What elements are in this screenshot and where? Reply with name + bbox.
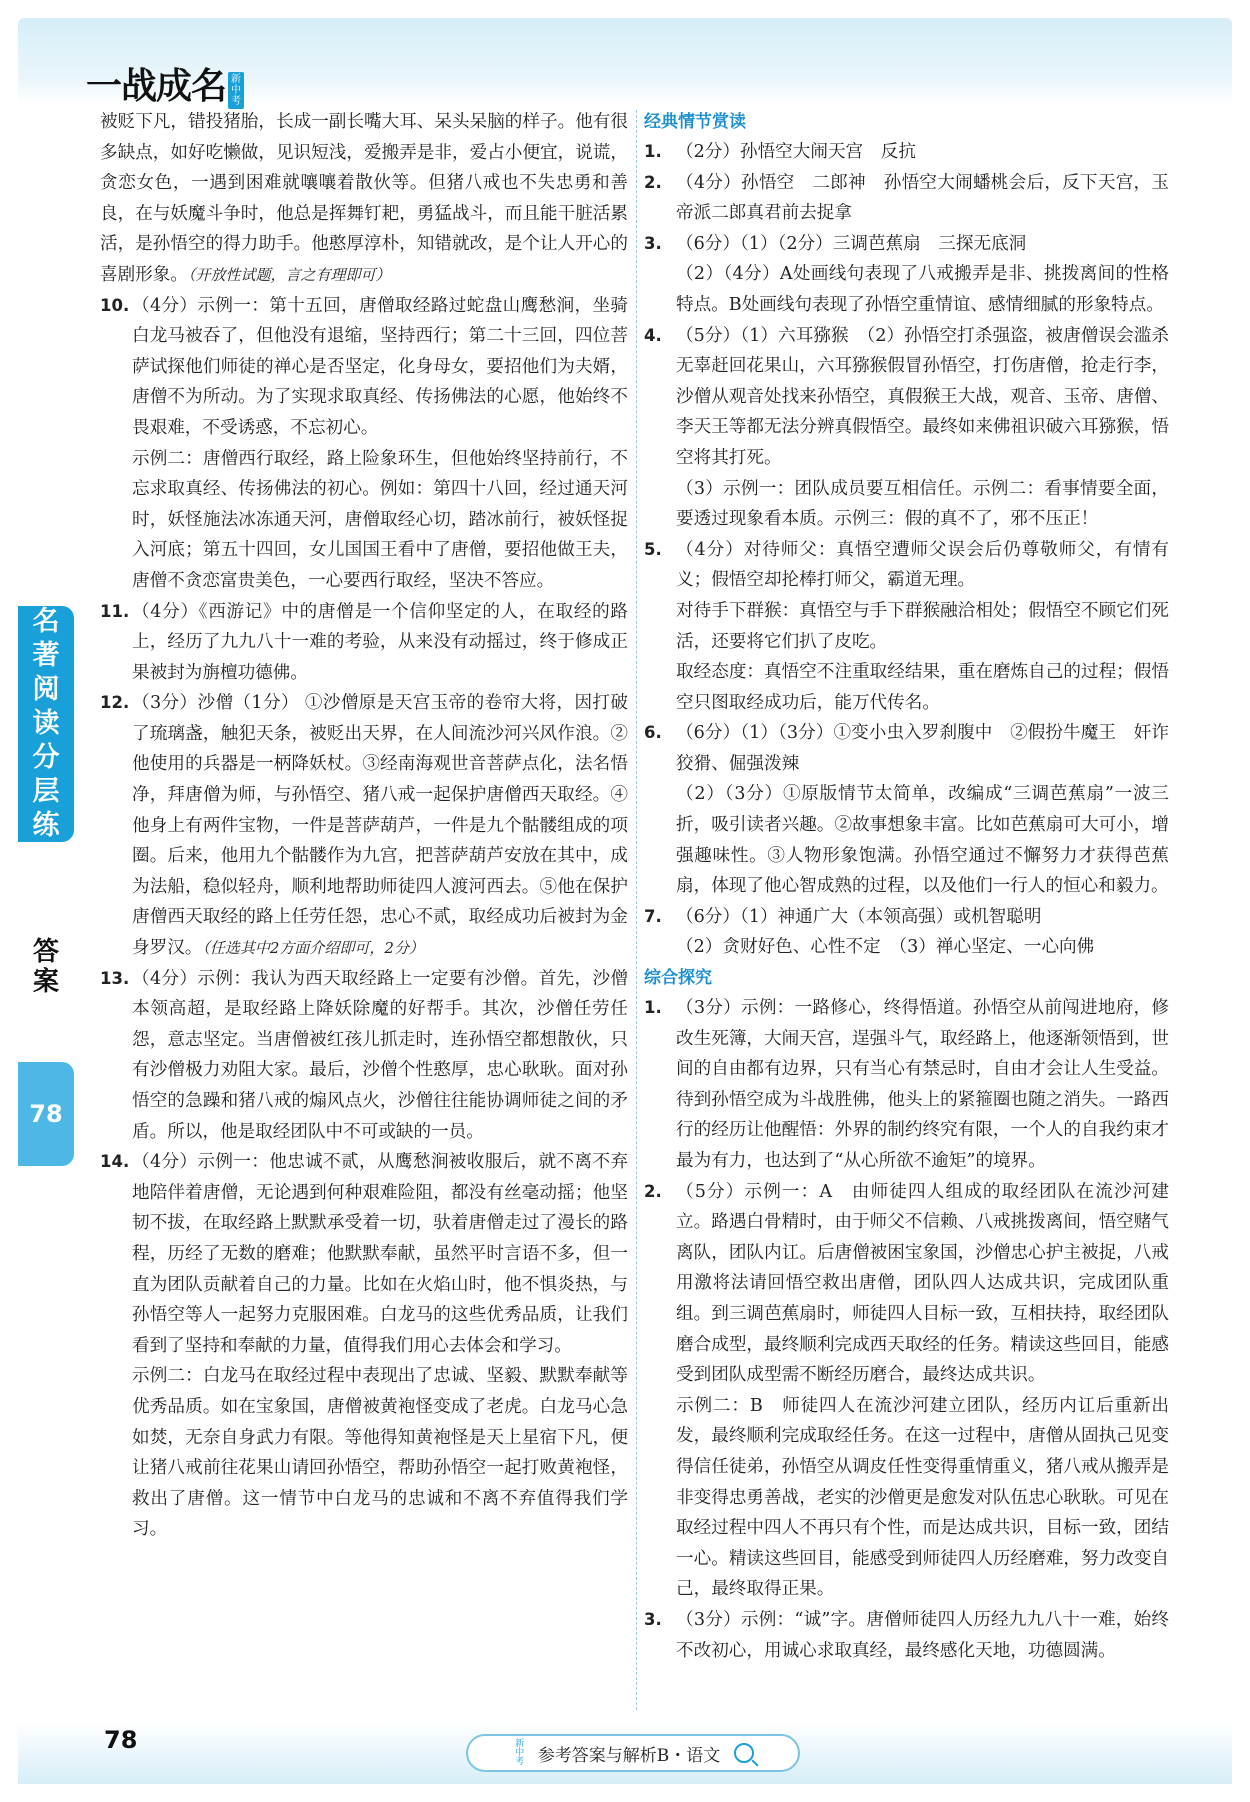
answer-item	[100, 1147, 628, 1361]
answer-item	[644, 1177, 1169, 1391]
answer-item	[100, 291, 628, 444]
answer-item	[644, 321, 1169, 474]
item-number: 2.	[644, 172, 662, 192]
answer-text: （6分）（1）（3分）①变小虫入罗刹腹中 ②假扮牛魔王 奸诈狡猾、倔强泼辣	[676, 723, 1169, 774]
item-number: 11.	[100, 601, 130, 621]
answer-paragraph	[100, 444, 628, 597]
answer-tab	[18, 936, 74, 998]
answer-paragraph	[644, 596, 1169, 657]
series-char: 名	[32, 606, 60, 637]
answer-char: 案	[32, 967, 59, 997]
answer-item	[644, 535, 1169, 596]
footer-title-pill	[466, 1734, 800, 1772]
answer-item	[644, 168, 1169, 229]
item-number: 5.	[644, 539, 662, 559]
answer-paragraph	[644, 932, 1169, 963]
page-number: 78	[104, 1726, 138, 1754]
item-number: 1.	[644, 142, 662, 161]
answer-text: （5分）（1）六耳猕猴 （2）孙悟空打杀强盗，被唐僧误会滥杀无辜赶回花果山，六耳猕猴假冒孙悟空，打伤唐僧，抢走行李，沙僧从观音处找来孙悟空，真假猴王大战，观音、玉帝、唐僧、李天王等都无法分辨真假悟空。最终如来佛祖识破六耳猕猴，悟空将其打死。	[676, 325, 1169, 468]
answer-text: （5分）示例一：A 由师徒四人组成的取经团队在流沙河建立。路遇白骨精时，由于师父不信赖、八戒挑拨离间，悟空赌气离队，团队内讧。后唐僧被困宝象国，沙僧忠心护主被捉，八戒用激将法请回悟空救出唐僧，团队四人达成共识，完成团队重组。到三调芭蕉扇时，师徒四人目标一致，互相扶持，取经团队磨合成型，最终顺利完成西天取经的任务。精读这些回目，能感受到团队成型需不断经历磨合，最终达成共识。	[676, 1181, 1169, 1386]
series-char: 层	[32, 776, 60, 807]
answer-item	[100, 688, 628, 963]
item-number: 1.	[644, 998, 662, 1018]
item-number: 6.	[644, 723, 662, 743]
series-char: 读	[32, 708, 60, 739]
answer-text: （2）（3分）①原版情节太简单，改编成“三调芭蕉扇”一波三折，吸引读者兴趣。②故事想象丰富。比如芭蕉扇可大可小，增强趣味性。③人物形象饱满。孙悟空通过不懈努力才获得芭蕉扇，体现了他心智成熟的过程，以及他们一行人的恒心和毅力。	[676, 784, 1169, 897]
series-char: 分	[32, 742, 60, 773]
answer-paragraph	[644, 1391, 1169, 1605]
answer-text: （4分）《西游记》中的唐僧是一个信仰坚定的人，在取经的路上，经历了九九八十一难的考验，从来没有动摇过，终于修成正果被封为旃檀功德佛。	[132, 601, 628, 683]
answer-item	[644, 137, 1169, 168]
answer-paragraph	[644, 657, 1169, 718]
footer-logo: 新中考	[515, 1738, 525, 1767]
answer-item	[644, 902, 1169, 933]
answer-paragraph	[644, 259, 1169, 320]
answer-item	[100, 597, 628, 689]
item-number: 7.	[644, 906, 662, 926]
answer-char: 答	[32, 937, 59, 967]
column-divider	[636, 110, 637, 1710]
answer-text: （3）示例一：团队成员要互相信任。示例二：看事情要全面，要透过现象看本质。示例三：假的真不了，邪不压正！	[676, 478, 1169, 530]
right-column	[644, 107, 1169, 1666]
answer-text: （3分）示例：一路修心，终得悟道。孙悟空从前闯进地府，修改生死簿，大闹天宫，逞强斗气，取经路上，他逐渐领悟到，世间的自由都有边界，只有当心有禁忌时，自由才会让人生受益。待到孙悟空成为斗战胜佛，他头上的紧箍圈也随之消失。一路西行的经历让他醒悟：外界的制约终究有限，一个人的自我约束才最为有力，也达到了“从心所欲不逾矩”的境界。	[676, 998, 1169, 1171]
series-char: 阅	[32, 674, 60, 705]
answer-text: 对待手下群猴：真悟空与手下群猴融洽相处；假悟空不顾它们死活，还要将它们扒了皮吃。	[676, 600, 1169, 652]
scoring-note: （任选其中2方面介绍即可，2分）	[202, 939, 424, 958]
answer-text: 示例二：B 师徒四人在流沙河建立团队，经历内讧后重新出发，最终顺利完成取经任务。在这一过程中，唐僧从固执己见变得信任徒弟，孙悟空从调皮任性变得重情重义，猪八戒从搬弄是非变得忠勇善战，老实的沙僧更是愈发对队伍忠心耿耿。可见在取经过程中四人不再只有个性，而是达成共识，目标一致，团结一心。精读这些回目，能感受到师徒四人历经磨难，努力改变自己，最终取得正果。	[676, 1395, 1169, 1600]
answer-text: 示例二：白龙马在取经过程中表现出了忠诚、坚毅、默默奉献等优秀品质。如在宝象国，唐僧被黄袍怪变成了老虎。白龙马心急如焚，无奈自身武力有限。等他得知黄袍怪是天上星宿下凡，便让猪八戒前往花果山请回孙悟空，帮助孙悟空一起打败黄袍怪，救出了唐僧。这一情节中白龙马的忠诚和不离不弃值得我们学习。	[132, 1366, 628, 1540]
logo-badge: 新中考	[228, 72, 244, 109]
answer-text: （2分）孙悟空大闹天宫 反抗	[676, 142, 916, 162]
series-tab	[18, 606, 74, 842]
side-page-number: 78	[18, 1062, 74, 1166]
answer-text: （2）（4分）A处画线句表现了八戒搬弄是非、挑拨离间的性格特点。B处画线句表现了孙悟空重情谊、感情细腻的形象特点。	[676, 264, 1169, 315]
footer-title: 参考答案与解析B・语文	[537, 1745, 721, 1766]
answer-paragraph	[644, 474, 1169, 535]
answer-item	[644, 718, 1169, 779]
answer-text: 被贬下凡，错投猪胎，长成一副长嘴大耳、呆头呆脑的样子。他有很多缺点，如好吃懒做，见识短浅，爱搬弄是非，爱占小便宜，说谎，贪恋女色，一遇到困难就嚷嚷着散伙等。但猪八戒也不失忠勇和善良，在与妖魔斗争时，他总是挥舞钉耙，勇猛战斗，而且能干脏活累活，是孙悟空的得力助手。他憨厚淳朴，知错就改，是个让人开心的喜剧形象。	[100, 112, 628, 285]
answer-paragraph	[644, 779, 1169, 901]
answer-item	[644, 1605, 1169, 1666]
brand-logo	[86, 58, 244, 109]
answer-paragraph	[100, 107, 628, 291]
answer-text: （4分）示例一：他忠诚不贰，从鹰愁涧被收服后，就不离不弃地陪伴着唐僧，无论遇到何种艰难险阻，都没有丝毫动摇；他坚韧不拔，在取经路上默默承受着一切，驮着唐僧走过了漫长的路程，历经了无数的磨难；他默默奉献，虽然平时言语不多，但一直为团队贡献着自己的力量。比如在火焰山时，他不惧炎热，与孙悟空等人一起努力克服困难。白龙马的这些优秀品质，让我们看到了坚持和奉献的力量，值得我们用心去体会和学习。	[132, 1152, 628, 1356]
section-heading: 经典情节赏读	[644, 112, 746, 132]
item-number: 3.	[644, 233, 662, 253]
logo-text: 一战成名	[86, 66, 227, 107]
answer-text: 示例二：唐僧西行取经，路上险象环生，但他始终坚持前行，不忘求取真经、传扬佛法的初心。例如：第四十八回，经过通天河时，妖怪施法冰冻通天河，唐僧取经心切，踏冰前行，被妖怪捉入河底；第五十四回，女儿国国王看中了唐僧，要招他做王夫，唐僧不贪恋富贵美色，一心要西行取经，坚决不答应。	[132, 448, 628, 591]
item-number: 13.	[100, 968, 130, 988]
answer-text: （3分）示例：“诚”字。唐僧师徒四人历经九九八十一难，始终不改初心，用诚心求取真经，最终感化天地，功德圆满。	[676, 1609, 1169, 1661]
left-column	[100, 107, 628, 1545]
answer-text: 取经态度：真悟空不注重取经结果，重在磨炼自己的过程；假悟空只图取经成功后，能万代传名。	[676, 662, 1169, 713]
scoring-note: （开放性试题，言之有理即可）	[187, 265, 391, 284]
series-char: 著	[32, 640, 60, 671]
item-number: 3.	[644, 1609, 662, 1629]
answer-text: （6分）（1）神通广大（本领高强）或机智聪明	[676, 906, 1042, 927]
item-number: 2.	[644, 1181, 662, 1201]
series-char: 练	[32, 810, 60, 841]
answer-text: （3分）沙僧（1分） ①沙僧原是天宫玉帝的卷帘大将，因打破了琉璃盏，触犯天条，被贬出天界，在人间流沙河兴风作浪。②他使用的兵器是一柄降妖杖。③经南海观世音菩萨点化，法名悟净，拜唐僧为师，与孙悟空、猪八戒一起保护唐僧西天取经。④他身上有两件宝物，一件是菩萨葫芦，一件是九个骷髅组成的项圈。后来，他用九个骷髅作为九宫，把菩萨葫芦安放在其中，成为法船，稳似轻舟，顺利地帮助师徒四人渡河西去。⑤他在保护唐僧西天取经的路上任劳任怨，忠心不贰，取经成功后被封为金身罗汉。	[132, 693, 628, 959]
item-number: 10.	[100, 295, 130, 315]
answer-item	[100, 964, 628, 1148]
answer-item	[644, 993, 1169, 1177]
answer-text: （2）贪财好色、心性不定 （3）禅心坚定、一心向佛	[676, 937, 1095, 958]
answer-paragraph	[100, 1361, 628, 1545]
answer-text: （6分）（1）（2分）三调芭蕉扇 三探无底洞	[676, 233, 1027, 254]
answer-text: （4分）示例一：第十五回，唐僧取经路过蛇盘山鹰愁涧，坐骑白龙马被吞了，但他没有退缩，坚持西行；第二十三回，四位菩萨试探他们师徒的禅心是否坚定，化身母女，要招他们为夫婿，唐僧不为所动。为了实现求取真经、传扬佛法的心愿，他始终不畏艰难，不受诱惑，不忘初心。	[132, 295, 628, 438]
item-number: 4.	[644, 325, 662, 345]
answer-text: （4分）示例：我认为西天取经路上一定要有沙僧。首先，沙僧本领高超，是取经路上降妖除魔的好帮手。其次，沙僧任劳任怨，意志坚定。当唐僧被红孩儿抓走时，连孙悟空都想散伙，只有沙僧极力劝阻大家。最后，沙僧个性憨厚，忠心耿耿。面对孙悟空的急躁和猪八戒的煽风点火，沙僧往往能协调师徒之间的矛盾。所以，他是取经团队中不可或缺的一员。	[132, 968, 628, 1142]
answer-item	[644, 229, 1169, 260]
search-icon	[734, 1743, 754, 1763]
section-heading: 综合探究	[644, 968, 712, 989]
answer-text: （4分）孙悟空 二郎神 孙悟空大闹蟠桃会后，反下天宫，玉帝派二郎真君前去捉拿	[676, 172, 1169, 224]
item-number: 14.	[100, 1152, 130, 1172]
item-number: 12.	[100, 693, 130, 713]
answer-text: （4分）对待师父：真悟空遭师父误会后仍尊敬师父，有情有义；假悟空却抡棒打师父，霸道无理。	[676, 539, 1169, 591]
